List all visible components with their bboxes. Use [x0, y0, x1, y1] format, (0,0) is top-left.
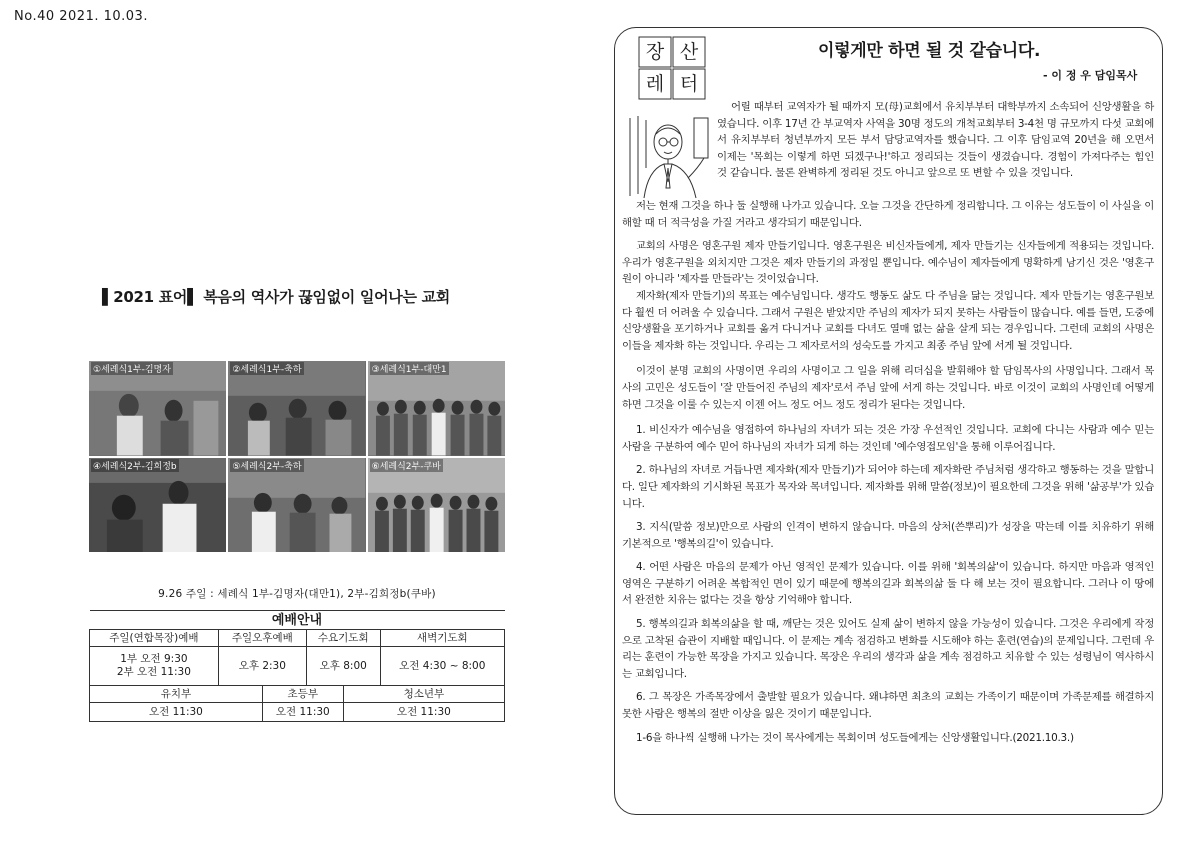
photo-baptism-4: [89, 458, 226, 553]
letter-author: - 이 정 우 담임목사: [1043, 69, 1138, 82]
photo-label: ③세례식1부-대만1: [370, 362, 449, 375]
letter-list-item: 3. 지식(말씀 정보)만으로 사람의 인격이 변하지 않습니다. 마음의 상처(쓴뿌리)가 성장을 막는데 이를 치유하기 위해 기본적으로 '행복의길'이 있습니다.: [622, 521, 1154, 550]
schedule-value: 오전 11:30: [90, 703, 263, 722]
letter-title: 이렇게만 하면 될 것 같습니다.: [818, 41, 1041, 61]
photo-label: ⑤세례식2부-축하: [230, 459, 303, 472]
letter-body: [622, 198, 1154, 746]
stamp-char: 산: [679, 41, 699, 63]
schedule-label: 초등부: [262, 686, 343, 703]
schedule-title: 예배안내: [90, 611, 505, 630]
photo-label: ②세례식1부-축하: [230, 362, 303, 375]
photo-baptism-6: [368, 458, 505, 553]
letter-closing: 1-6을 하나씩 실행해 나가는 것이 목사에게는 목회이며 성도들에게는 신앙생활입니다.(2021.10.3.): [636, 731, 1074, 744]
letter-paragraph: 이것이 분명 교회의 사명이면 우리의 사명이고 그 일을 위해 리더십을 발휘해야 할 담임목사의 사명입니다. 그래서 목사의 고민은 성도들이 '잘 만들어진 주님의 제자'로서 주님 앞에 서게 하는 것입니다. 바로 이것이 교회의 사명인데 어떻게 하면 그것을 이룰 수 있는지 이젠 어느 정도 어느 정도 정리가 된다는 것입니다.: [622, 365, 1154, 411]
church-motto: ▌2021 표어▌ 복음의 역사가 끊임없이 일어나는 교회: [102, 288, 450, 306]
letter-list-item: 6. 그 목장은 가족목장에서 출발할 필요가 있습니다. 왜냐하면 최초의 교회는 가족이기 때문이며 가족문제를 해결하지 못한 사람은 행복의 절반 이상을 잃은 것이기 때문입니다.: [622, 691, 1154, 721]
letter-paragraph: 저는 현재 그것을 하나 둘 실행해 나가고 있습니다. 오늘 그것을 간단하게 정리합니다. 그 이유는 성도들이 이 사실을 이해할 때 더 적극성을 가질 거라고 생각되기 때문입니다.: [622, 200, 1155, 229]
worship-schedule-table: [89, 610, 505, 722]
issue-number: No.40 2021. 10.03.: [14, 9, 148, 24]
stamp-char: 터: [679, 73, 699, 95]
letter-paragraph: 어릴 때부터 교역자가 될 때까지 모(母)교회에서 유치부부터 대학부까지 소속되어 신앙생활을 하였습니다. 이후 17년 간 부교역자 사역을 30명 정도의 개척교회부터 3-4천 명 규모까지 다섯 교회에서 유치부부터 청년부까지 모든 부서 담당교역자를 했습니다. 그 이후 담임교역 20년을 해 오면서 이제는 '목회는 이렇게 하면 되겠구나!'하고 정리되는 것들이 생겼습니다. 경험이 가져다주는 힘인 것 같습니다. 물론 완벽하게 정리된 것도 아니고 앞으로 또 변할 수 있을 것입니다.: [717, 101, 1154, 180]
schedule-label: 주일오후예배: [218, 630, 306, 647]
stamp-char: 레: [645, 73, 665, 95]
schedule-value: 오전 11:30: [262, 703, 343, 722]
letter-intro: [717, 99, 1154, 182]
letter-paragraph: 교회의 사명은 영혼구원 제자 만들기입니다. 영혼구원은 비신자들에게, 제자 만들기는 신자들에게 적용되는 것입니다. 우리가 영혼구원을 외치지만 그것은 제자 만들기의 과정일 뿐입니다. 예수님이 제자들에게 명확하게 남기신 것은 '영혼구원이 아니라 '제자를 만들라'는 것이었습니다.: [622, 240, 1154, 286]
schedule-value: 1부 오전 9:30 2부 오전 11:30: [90, 647, 219, 686]
schedule-label: 주일(연합목장)예배: [90, 630, 219, 647]
schedule-value: 오전 11:30: [343, 703, 504, 722]
letter-list-item: 4. 어떤 사람은 마음의 문제가 아닌 영적인 문제가 있습니다. 이를 위해 '회복의삶'이 있습니다. 하지만 마음과 영적인 영역은 구분하기 어려운 복합적인 면이 있기 때문에 행복의길과 회복의삶 둘 다 해 보는 것이 필요합니다. 그러나 이 땅에서 완전한 치유는 없다는 것을 항상 기억해야 합니다.: [622, 561, 1154, 607]
letter-paragraph: 제자화(제자 만들기)의 목표는 예수님입니다. 생각도 행동도 삶도 다 주님을 닮는 것입니다. 제자 만들기는 영혼구원보다 훨씬 더 어려울 수 있습니다. 그래서 구원은 받았지만 주님의 제자가 되지 못하는 사람들이 많습니다. 예를 들면, 도중에 신앙생활을 포기하거나 교회를 옮겨 다니거나 교회를 다녀도 열매 없는 삶을 살게 되는 경우입니다. 그런데 교회의 사명은 이들을 제자화 하는 것입니다. 우리는 그 제자로서의 성숙도를 가지고 최종 주님 앞에 서게 될 것입니다.: [622, 289, 1154, 352]
schedule-label: 새벽기도회: [380, 630, 504, 647]
photo-grid: [89, 361, 505, 552]
photo-label: ④세례식2부-김희정b: [91, 459, 179, 472]
stamp-char: 장: [645, 41, 665, 63]
photo-baptism-5: [228, 458, 365, 553]
schedule-value: 오후 8:00: [306, 647, 380, 686]
photo-baptism-1: [89, 361, 226, 456]
photo-label: ⑥세례식2부-쿠바: [370, 459, 443, 472]
photo-label: ①세례식1부-김명자: [91, 362, 173, 375]
schedule-label: 수요기도회: [306, 630, 380, 647]
letter-list-item: 1. 비신자가 예수님을 영접하여 하나님의 자녀가 되는 것은 가장 우선적인 것입니다. 교회에 다니는 사람과 예수 믿는 사람을 구분하여 예수 믿어 하나님의 자녀가 되게 하는 것인데 '예수영접모임'을 통해 이루어집니다.: [622, 424, 1154, 453]
photo-baptism-2: [228, 361, 365, 456]
photo-caption: 9.26 주일 : 세례식 1부-김명자(대만1), 2부-김희정b(쿠바): [158, 588, 436, 600]
schedule-label: 청소년부: [343, 686, 504, 703]
schedule-label: 유치부: [90, 686, 263, 703]
schedule-value: 오전 4:30 ~ 8:00: [380, 647, 504, 686]
pastor-portrait-sketch: [624, 108, 712, 200]
letter-list-item: 2. 하나님의 자녀로 거듭나면 제자화(제자 만들기)가 되어야 하는데 제자화란 주님처럼 생각하고 행동하는 것을 말합니다. 일단 제자화의 기시화된 목표가 목자와 목녀입니다. 제자화를 위해 말씀(정보)이 필요한데 그것을 위해 '삶공부'가 있습니다.: [622, 464, 1154, 510]
letter-list-item: 5. 행복의길과 회복의삶을 할 때, 깨닫는 것은 있어도 실제 삶이 변하지 않을 가능성이 있습니다. 그것은 우리에게 작정으로 고착된 습관이 지배할 때입니다. 이 문제는 계속 점검하고 변화를 시도해야 하는 훈련(연습)의 문제입니다. 그런데 우리는 훈련이 가능한 목장을 가지고 있습니다. 목장은 우리의 생각과 삶을 계속 점검하고 치유할 수 있는 성령님이 역사하시는 교회입니다.: [622, 618, 1154, 680]
schedule-value: 오후 2:30: [218, 647, 306, 686]
photo-baptism-3: [368, 361, 505, 456]
column-stamp: [638, 36, 706, 100]
